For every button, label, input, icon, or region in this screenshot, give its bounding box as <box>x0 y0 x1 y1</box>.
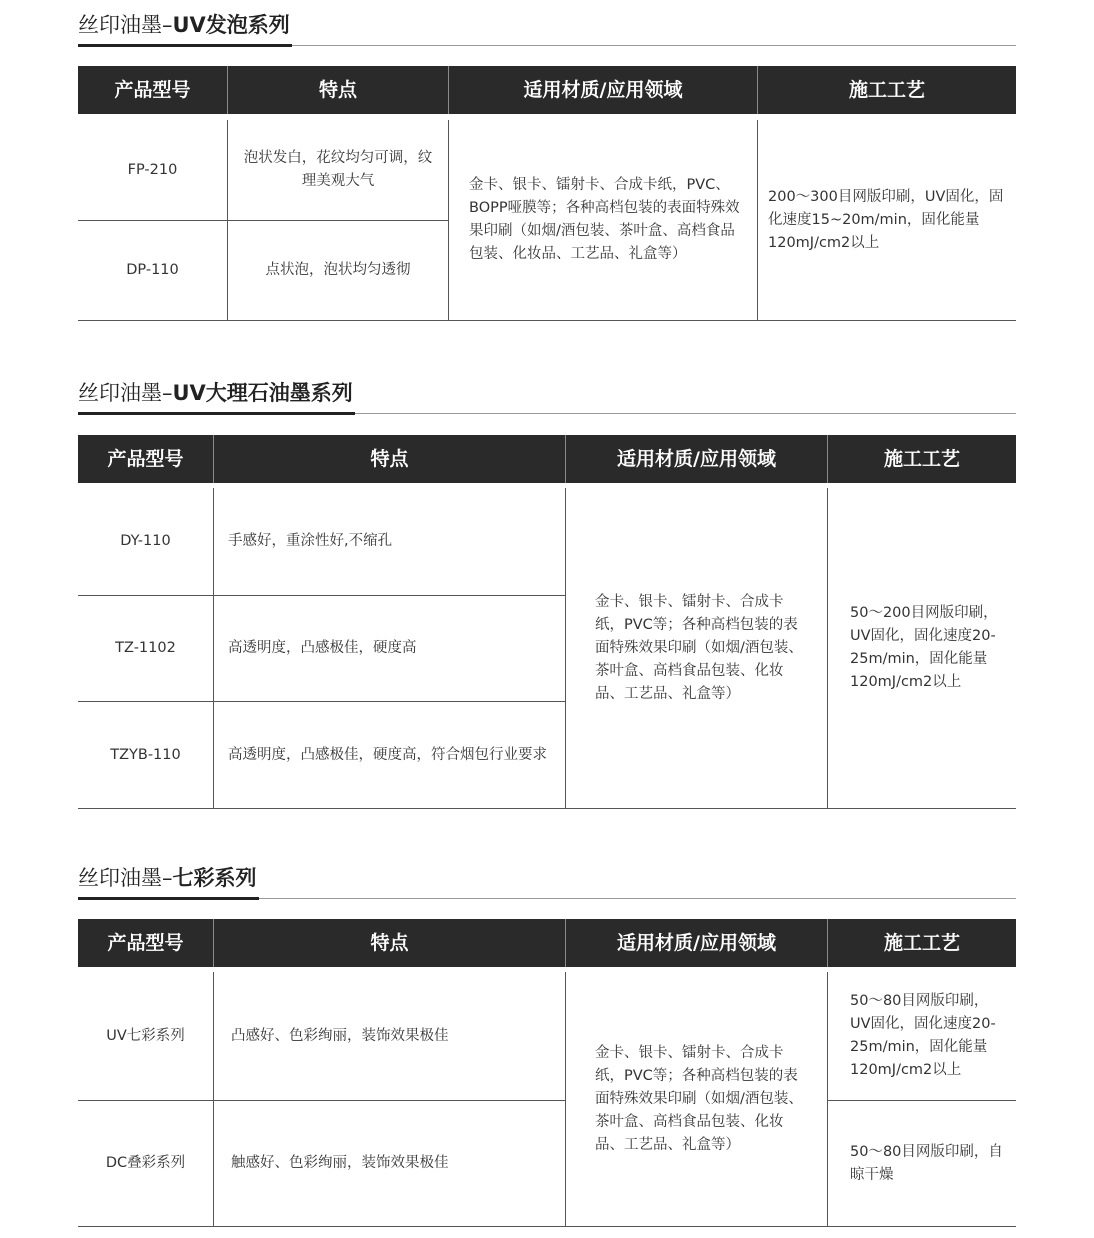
table-uv-foam <box>78 66 1016 322</box>
table-uv-marble <box>78 435 1016 811</box>
process-cell: 200～300目网版印刷，UV固化，固化速度15~20m/min，固化能量120mJ/cm2以上 <box>768 188 1004 251</box>
section-title-bold: UV发泡系列 <box>172 13 290 37</box>
table-row-model: DY-110 <box>120 533 171 549</box>
section-title-rainbow <box>78 855 1016 899</box>
section-title-bold: UV大理石油墨系列 <box>172 381 353 405</box>
header-model: 产品型号 <box>107 448 184 470</box>
table-header <box>78 919 1016 967</box>
header-process: 施工工艺 <box>827 435 1016 483</box>
table-row-model: UV七彩系列 <box>106 1027 185 1044</box>
table-row-feature: 高透明度，凸感极佳，硬度高，符合烟包行业要求 <box>228 746 547 763</box>
process-cell: 50～80目网版印刷，UV固化，固化速度20-25m/min，固化能量120mJ/cm2以上 <box>850 993 996 1078</box>
header-material: 适用材质/应用领域 <box>448 66 757 114</box>
header-material: 适用材质/应用领域 <box>565 919 827 967</box>
table-rainbow <box>78 919 1016 1229</box>
section-title-light: 丝印油墨– <box>78 866 173 890</box>
col-divider <box>213 488 214 808</box>
section-title-light: 丝印油墨– <box>78 381 173 405</box>
col-divider <box>448 120 449 320</box>
table-header <box>78 435 1016 483</box>
table-row-model: FP-210 <box>127 161 178 178</box>
section-title-light: 丝印油墨– <box>78 13 173 37</box>
table-row-model: DC叠彩系列 <box>105 1155 186 1171</box>
col-divider <box>827 488 828 808</box>
table-row-feature: 泡状发白，花纹均匀可调，纹理美观大气 <box>243 150 433 189</box>
col-divider <box>565 488 566 808</box>
table-bottom-line <box>78 320 1016 321</box>
process-cell: 50～200目网版印刷，UV固化，固化速度20-25m/min，固化能量120mJ/cm2以上 <box>850 605 998 690</box>
header-feature: 特点 <box>213 919 565 967</box>
header-process: 施工工艺 <box>757 66 1016 114</box>
table-row-model: TZ-1102 <box>115 640 176 656</box>
section-title-uv-foam <box>78 2 1016 46</box>
table-row-feature: 手感好，重涂性好,不缩孔 <box>228 533 393 549</box>
table-row-feature: 凸感好、色彩绚丽，装饰效果极佳 <box>231 1027 449 1044</box>
section-title-bold: 七彩系列 <box>172 866 257 890</box>
table-bottom-line <box>78 1226 1016 1227</box>
header-feature: 特点 <box>213 435 565 483</box>
col-divider <box>757 120 758 320</box>
process-cell: 50～80目网版印刷，自晾干燥 <box>850 1143 1003 1183</box>
header-material: 适用材质/应用领域 <box>565 435 827 483</box>
header-model: 产品型号 <box>114 79 191 101</box>
section-title-uv-marble <box>78 370 1016 414</box>
col-divider <box>565 972 566 1226</box>
table-row-feature: 点状泡，泡状均匀透彻 <box>265 262 411 278</box>
table-row-model: TZYB-110 <box>110 746 181 763</box>
col-divider <box>827 972 828 1226</box>
col-divider <box>213 972 214 1226</box>
header-feature: 特点 <box>227 66 448 114</box>
table-row-feature: 高透明度，凸感极佳，硬度高 <box>228 640 417 656</box>
table-header <box>78 66 1016 114</box>
table-row-model: DP-110 <box>126 262 179 278</box>
material-cell: 金卡、银卡、镭射卡、合成卡纸，PVC、BOPP哑膜等；各种高档包装的表面特殊效果印刷（如烟/酒包装、茶叶盒、高档食品包装、化妆品、工艺品、礼盒等） <box>469 177 740 262</box>
header-process: 施工工艺 <box>827 919 1016 967</box>
material-cell: 金卡、银卡、镭射卡、合成卡纸，PVC等；各种高档包装的表面特殊效果印刷（如烟/酒包装、茶叶盒、高档食品包装、化妆品、工艺品、礼盒等） <box>595 593 803 702</box>
table-bottom-line <box>78 808 1016 809</box>
material-cell: 金卡、银卡、镭射卡、合成卡纸，PVC等；各种高档包装的表面特殊效果印刷（如烟/酒包装、茶叶盒、高档食品包装、化妆品、工艺品、礼盒等） <box>595 1044 803 1153</box>
table-row-feature: 触感好、色彩绚丽，装饰效果极佳 <box>231 1155 449 1171</box>
header-model: 产品型号 <box>107 932 184 954</box>
